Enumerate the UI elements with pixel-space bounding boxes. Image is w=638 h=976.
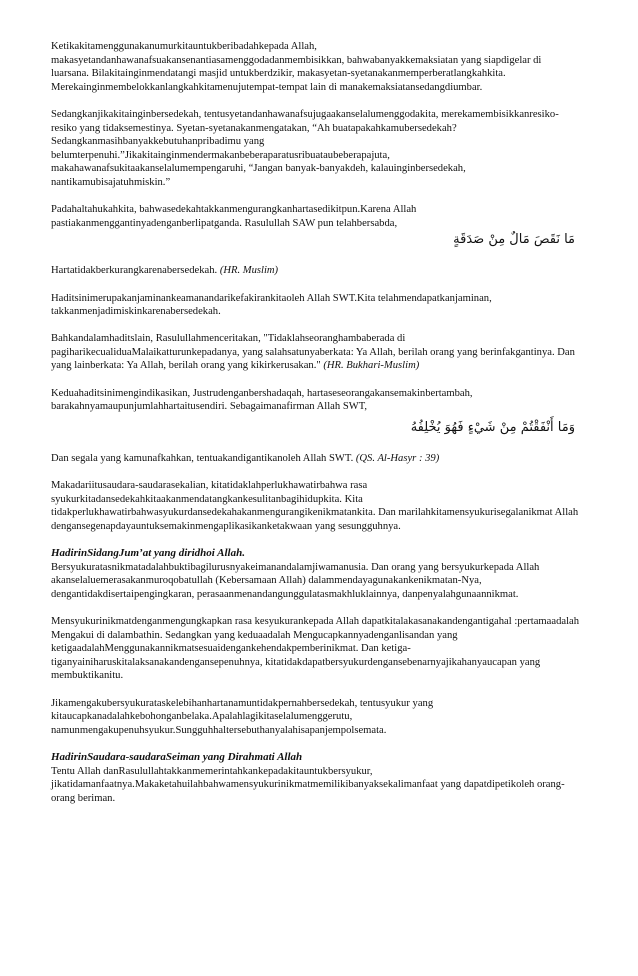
- paragraph-10: Bersyukuratasnikmatadalahbuktibagilurusnyakeimanandalamjiwamanusia. Dan orang yang bersyukurkepada Allah akanselaluemerasakanmuroqobatullah (Kebersamaan Allah) dalammendayagunakankenikmatan-Nya, dengantidakdisertaipengingkaran, perasaanmenandangunggulatasmakhluklainnya, danpenyalahgunaannikmat.: [51, 561, 540, 600]
- arabic-hadith-row: [51, 230, 581, 264]
- hadith-story: Bahkandalamhaditslain, Rasulullahmenceritakan, "Tidaklahseoranghambaberada di pagiharikecualiduaMalaikatturunkepadanya, yang salahsatunyaberkata: Ya Allah, berilah orang yang berinfakgantinya. Dan yang lainberkata: Ya Allah, berilah orang yang kikirkerusakan.": [51, 333, 575, 372]
- hadith-translation: Hartatidakberkurangkarenabersedekah.: [51, 265, 220, 277]
- arabic-verse-row: [51, 418, 581, 452]
- paragraph-2: Sedangkanjikakitainginbersedekah, tentusyetandanhawanafsujugaakanselalumenggodakita, merekamembisikkanresiko-resiko yang tidaksemestinya. Syetan-syetanakanmengatakan, “Ah buatapakahkamubersedekah? Sedangkanmasihbanyakkebutuhanpribadimu yang belumterpenuhi.”Jikakitainginmendermakanbeberaparatusribuataubeberapajuta, makahawanafsukitaakanselalumempengaruhi, “Jangan banyak-banyakdeh, kalauinginbersedekah, nantikamubisajatuhmiskin.”: [51, 108, 559, 188]
- section-heading-2: HadirinSaudara-saudaraSeiman yang Dirahmati Allah: [51, 750, 303, 763]
- hadith-reference: (HR. Muslim): [219, 265, 279, 277]
- paragraph-9: Makadariitusaudara-saudarasekalian, kitatidaklahperlukhawatirbahwa rasa syukurkitadansedekahkitaakanmendatangkankesulitanbagihidupkita. Kita tidakperlukhawatirbahwasyukurdansedekahakanmengurangikenikmatankita. Dan marilahkitamensyukurisegalanikmat Allah dengansegenapdayauntuksemakinmengaplikasikanketakwaan yang sesungguhnya.: [51, 480, 579, 532]
- verse-translation: Dan segala yang kamunafkahkan, tentuakandigantikanoleh Allah SWT.: [51, 452, 356, 464]
- paragraph-13: Tentu Allah danRasulullahtakkanmemerintahkankepadakitauntukbersyukur, jikatidamanfaatnya.Makaketahuilahbahwamensyukurinikmatmemilikibanyaksekalimanfaat yang dapatdipetikoleh orang-orang beriman.: [51, 765, 565, 804]
- paragraph-7: Keduahaditsinimengindikasikan, Justrudenganbershadaqah, hartaseseorangakansemakinbertambah, barakahnyamaupunjumlahhartaitusendiri. Sebagaimanafirman Allah SWT,: [51, 387, 473, 413]
- paragraph-8: [51, 452, 581, 466]
- paragraph-12: Jikamengakubersyukurataskelebihanhartanamuntidakpernahbersedekah, tentusyukur yang kitaucapkanadalahkebohonganbelaka.Apalahlagikitaselalumenggerutu, namunmengakupenuhsyukur.Sungguhhaltersebuthanyalahisapanjempolsemata.: [51, 697, 434, 736]
- paragraph-3: Padahaltahukahkita, bahwasedekahtakkanmengurangkanhartasedikitpun.Karena Allah pastiakanmenggantinyadenganberlipatganda. Rasulullah SAW pun telahbersabda,: [51, 204, 417, 229]
- arabic-verse: وَمَا أَنْفَقْتُمْ مِنْ شَيْءٍ فَهُوَ يُخْلِفُهُ: [410, 419, 575, 435]
- verse-reference: (QS. Al-Hasyr : 39): [355, 452, 440, 464]
- arabic-hadith: مَا نَقَصَ مَالٌ مِنْ صَدَقَةٍ: [453, 232, 575, 248]
- paragraph-11: Mensyukurinikmatdenganmengungkapkan rasa kesyukurankepada Allah dapatkitalakasanakandengantigahal :pertamaadalah Mengakui di dalambathin. Sedangkan yang keduaadalah Mengucapkannyadenganlisandan yang ketigaadalahMenggunakannikmatsesuaidengankehendakpemberinikmat. Dan ketiga-tiganyainiharuskitalaksanakandengansepenuhnya, kitatidakdapatbersyukurdengansebenarnyajikahanyaucapan yang membuktikanitu.: [51, 615, 580, 682]
- paragraph-4: [51, 264, 581, 278]
- document-page: [51, 40, 581, 819]
- paragraph-1: Ketikakitamenggunakanumurkitauntukberibadahkepada Allah, makasyetandanhawanafsuakansenantiasamenggodadanmembisikkan, bahwabanyakkemaksiatan yang siapdigelar di luarsana. Bilakitainginmendatangi masjid untukberdzikir, makasyetan-syetanakanmemperberatlangkahkita. Merekainginmembelokkanlangkahkitamenujutempat-tempat lain di manakemaksiatansedangdiumbar.: [51, 41, 542, 93]
- section-heading-1: HadirinSidangJum’at yang diridhoi Allah.: [51, 547, 245, 559]
- hadith-story-reference: (HR. Bukhari-Muslim): [323, 360, 420, 372]
- paragraph-6: [51, 332, 581, 373]
- paragraph-5: Haditsinimerupakanjaminankeamanandarikefakirankitaoleh Allah SWT.Kita telahmendapatkanjaminan, takkanmenjadimiskinkarenabersedekah.: [51, 292, 492, 318]
